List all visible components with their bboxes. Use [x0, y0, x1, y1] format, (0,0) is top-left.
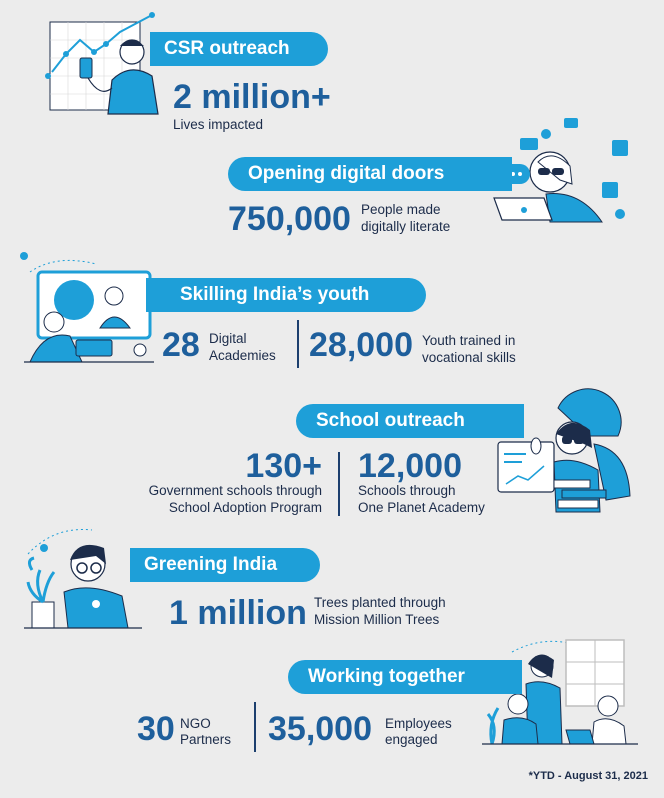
greening-india-title: Greening India — [144, 554, 278, 575]
together-stat1-label-line2: Partners — [180, 732, 232, 747]
skilling-stat1-label-line1: Digital — [209, 331, 247, 346]
together-stat1-value: 30 — [137, 710, 175, 748]
together-stat2-value: 35,000 — [268, 710, 372, 748]
digital-doors-banner — [228, 157, 512, 191]
together-stat1-label-line1: NGO — [180, 716, 211, 731]
together-stat2-label-line1: Employees — [385, 716, 452, 731]
person-plant-idea-icon — [24, 524, 144, 634]
digital-label-line1: People made — [361, 202, 441, 217]
working-together-banner — [288, 660, 522, 694]
digital-doors-title: Opening digital doors — [248, 163, 445, 184]
school-stat1-label-line2: School Adoption Program — [168, 500, 322, 515]
school-outreach-title: School outreach — [316, 410, 465, 431]
skilling-stat2-label-line1: Youth trained in — [422, 333, 516, 348]
digital-value: 750,000 — [228, 200, 351, 238]
csr-outreach-title: CSR outreach — [164, 38, 290, 59]
person-laptop-social-icon — [490, 110, 640, 230]
footnote: *YTD - August 31, 2021 — [528, 770, 648, 782]
skilling-youth-title: Skilling India’s youth — [180, 284, 370, 305]
csr-outreach-banner — [150, 32, 328, 66]
school-divider — [338, 452, 340, 516]
working-together-title: Working together — [308, 666, 465, 687]
school-outreach-banner — [296, 404, 524, 438]
csr-value: 2 million+ — [173, 78, 331, 116]
skilling-stat2-label-line2: vocational skills — [422, 350, 516, 365]
skilling-stat1-label-line2: Academies — [209, 348, 276, 363]
school-stat2-label-line2: One Planet Academy — [358, 500, 485, 515]
school-stat2-label-line1: Schools through — [358, 483, 456, 498]
school-stat1-label-line1: Government schools through — [148, 483, 322, 498]
skilling-stat1-value: 28 — [162, 326, 200, 364]
greening-value: 1 million — [169, 594, 307, 632]
skilling-youth-banner — [146, 278, 426, 312]
csr-label: Lives impacted — [173, 117, 264, 132]
digital-label-line2: digitally literate — [361, 219, 451, 234]
greening-label-line2: Mission Million Trees — [314, 612, 440, 627]
skilling-divider — [297, 320, 299, 368]
skilling-stat2-value: 28,000 — [309, 326, 413, 364]
together-divider — [254, 702, 256, 752]
greening-india-banner — [130, 548, 320, 582]
classroom-video-call-icon — [16, 250, 156, 368]
school-stat2-value: 12,000 — [358, 447, 462, 485]
school-stat1-value: 130+ — [245, 447, 322, 485]
together-stat2-label-line2: engaged — [385, 732, 438, 747]
greening-label-line1: Trees planted through — [314, 595, 446, 610]
